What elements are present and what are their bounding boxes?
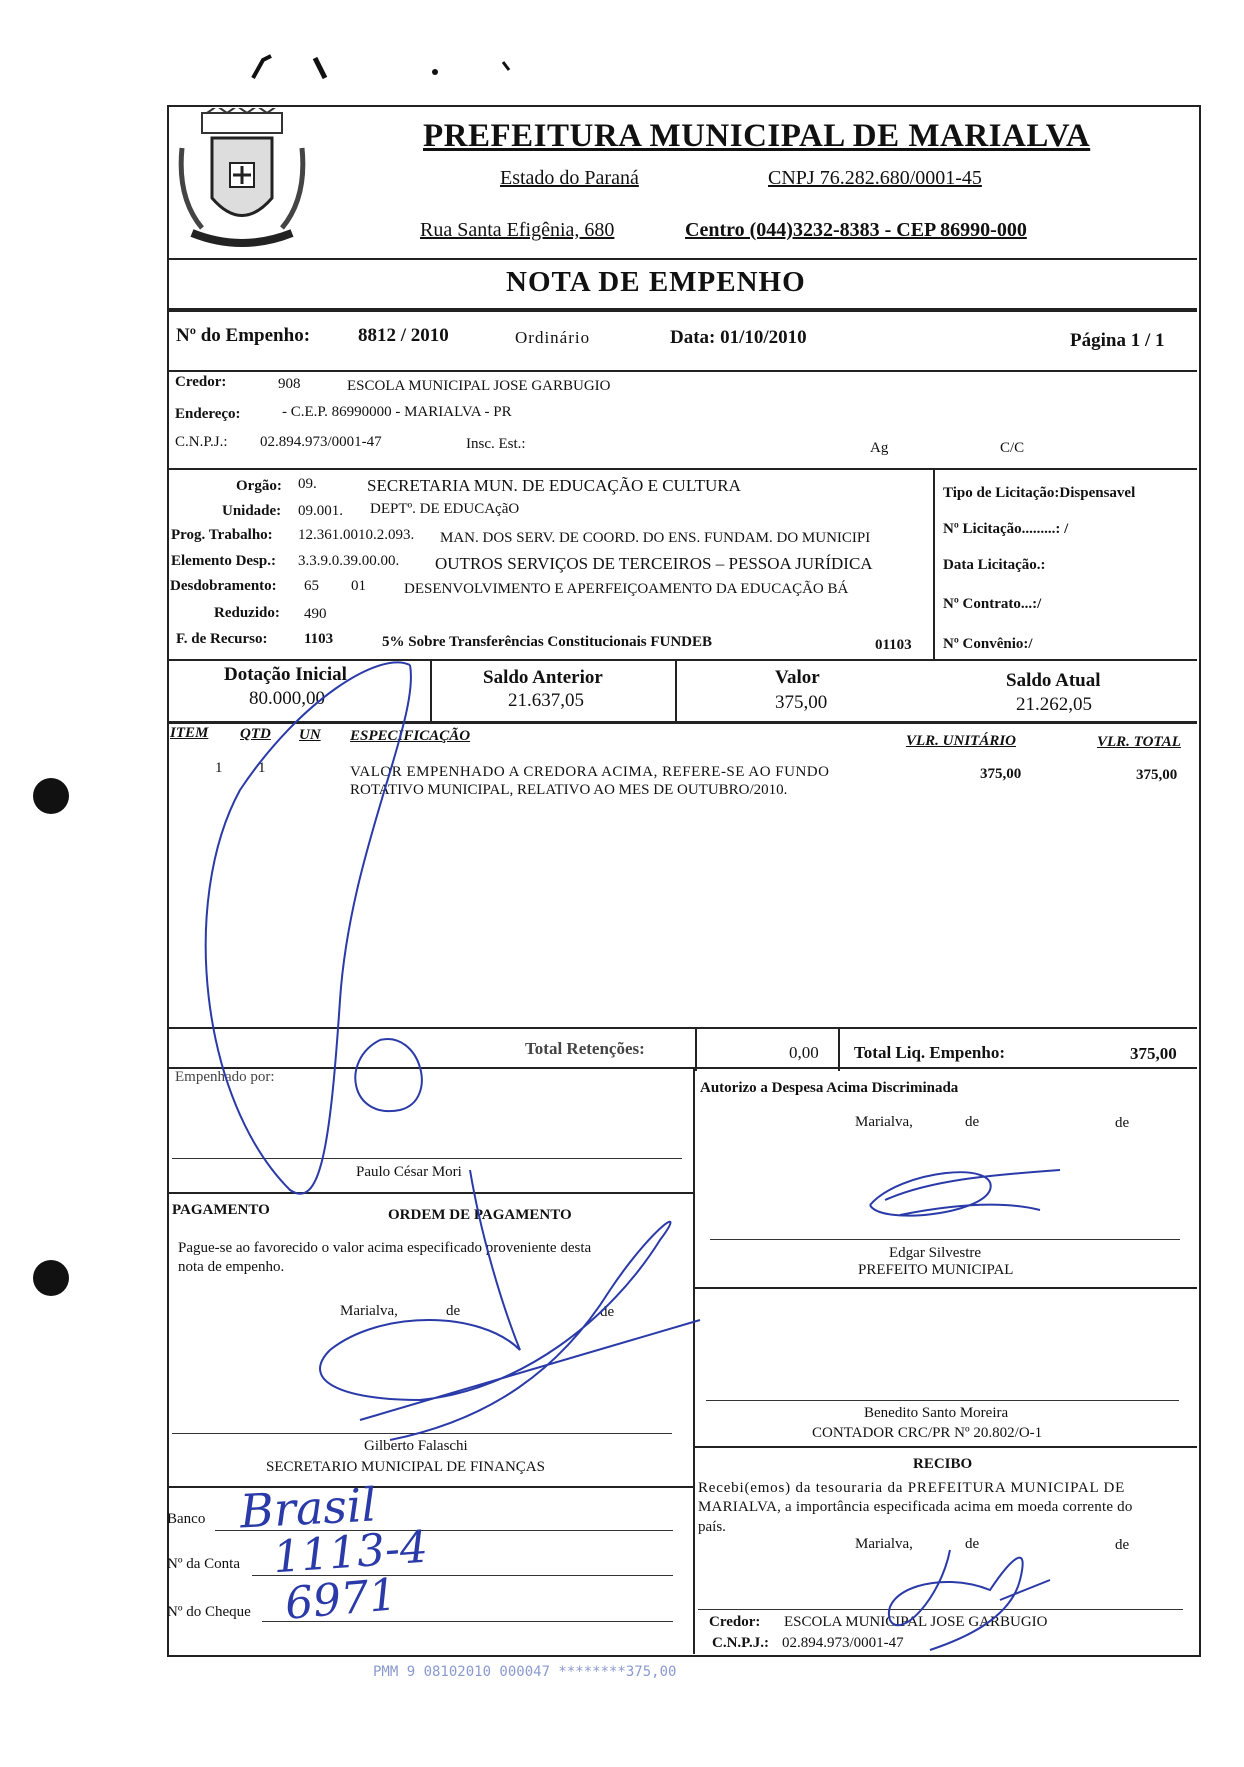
divider	[167, 1192, 693, 1194]
valor-label: Valor	[775, 667, 820, 688]
divider	[167, 308, 1197, 312]
recibo-cnpj-label: C.N.P.J.:	[712, 1635, 769, 1651]
header-cnpj: CNPJ 76.282.680/0001-45	[768, 167, 982, 189]
cnpj-label: C.N.P.J.:	[175, 434, 228, 450]
cheque-value: 6971	[282, 1569, 399, 1630]
divider	[693, 1446, 1197, 1448]
recurso-value: 1103	[304, 631, 334, 647]
saldo-anterior-label: Saldo Anterior	[483, 667, 603, 688]
item-unit-value: 375,00	[980, 766, 1022, 782]
dotacao-inicial-value: 80.000,00	[249, 688, 325, 709]
secretario-name: Gilberto Falaschi	[364, 1438, 468, 1454]
recibo-place: Marialva,	[855, 1536, 913, 1552]
licitacao-data: Data Licitação.:	[943, 557, 1046, 573]
licitacao-numero: Nº Licitação.........: /	[943, 521, 1069, 537]
cnpj-value: 02.894.973/0001-47	[260, 434, 382, 450]
col-vlr-unitario: VLR. UNITÁRIO	[906, 733, 1017, 749]
col-vlr-total: VLR. TOTAL	[1097, 734, 1181, 750]
desdob-desc: DESENVOLVIMENTO E APERFEIÇOAMENTO DA EDUCAÇÃO BÁ	[404, 581, 849, 597]
cc-label: C/C	[1000, 440, 1025, 456]
total-liquido-label: Total Liq. Empenho:	[854, 1043, 1005, 1062]
divider	[430, 659, 432, 721]
divider	[167, 468, 1197, 470]
prefeito-name: Edgar Silvestre	[889, 1245, 982, 1261]
total-liquido-value: 375,00	[1130, 1044, 1177, 1063]
banco-value: Brasil	[238, 1477, 378, 1539]
col-especificacao: ESPECIFICAÇÃO	[350, 728, 471, 744]
contador-role: CONTADOR CRC/PR Nº 20.802/O-1	[812, 1425, 1043, 1441]
empenho-page: Página 1 / 1	[1070, 330, 1165, 351]
pagamento-text-line1: Pague-se ao favorecido o valor acima especificado proveniente desta	[178, 1240, 592, 1256]
empenho-number: 8812 / 2010	[358, 325, 449, 346]
pagamento-de2: de	[600, 1304, 615, 1320]
signature-line	[706, 1400, 1179, 1401]
unidade-label: Unidade:	[222, 503, 282, 519]
unidade-desc: DEPTº. DE EDUCAçãO	[370, 501, 520, 517]
item-number: 1	[215, 760, 223, 776]
item-desc-line1: VALOR EMPENHADO A CREDORA ACIMA, REFERE-SE AO FUNDO	[350, 764, 830, 780]
orgao-label: Orgão:	[236, 478, 282, 494]
autorizo-de2: de	[1115, 1115, 1130, 1131]
total-retencoes-label: Total Retenções:	[525, 1039, 645, 1058]
unidade-value: 09.001.	[298, 503, 343, 519]
empenho-date: Data: 01/10/2010	[670, 327, 807, 348]
autorizo-label: Autorizo a Despesa Acima Discriminada	[700, 1080, 959, 1096]
divider	[167, 721, 1197, 724]
divider	[167, 1027, 1197, 1029]
top-scan-marks	[245, 50, 525, 90]
recibo-de1: de	[965, 1536, 980, 1552]
empenhado-label: Empenhado por:	[175, 1069, 275, 1085]
orgao-value: 09.	[298, 476, 317, 492]
conta-label: Nº da Conta	[167, 1556, 240, 1572]
empenho-type: Ordinário	[515, 328, 591, 347]
coat-of-arms-logo	[172, 108, 312, 258]
recibo-credor-label: Credor:	[709, 1614, 761, 1630]
recibo-text-line2: MARIALVA, a importância especificada acima em moeda corrente do	[698, 1499, 1133, 1515]
credor-name: ESCOLA MUNICIPAL JOSE GARBUGIO	[347, 378, 611, 394]
reduzido-label: Reduzido:	[214, 605, 280, 621]
prog-value: 12.361.0010.2.093.	[298, 527, 415, 543]
col-un: UN	[299, 727, 321, 743]
licitacao-contrato: Nº Contrato...:/	[943, 596, 1042, 612]
autorizo-place: Marialva,	[855, 1114, 913, 1130]
pagamento-label: PAGAMENTO	[172, 1202, 270, 1218]
signature-line	[698, 1609, 1183, 1610]
col-item: ITEM	[170, 725, 209, 741]
pagamento-de1: de	[446, 1303, 461, 1319]
endereco-label: Endereço:	[175, 406, 241, 422]
contador-name: Benedito Santo Moreira	[864, 1405, 1009, 1421]
pagamento-text-line2: nota de empenho.	[178, 1259, 285, 1275]
reduzido-value: 490	[304, 606, 327, 622]
divider	[167, 1067, 1197, 1069]
desdob-value-2: 01	[351, 578, 366, 594]
autorizo-de1: de	[965, 1114, 980, 1130]
licitacao-convenio: Nº Convênio:/	[943, 636, 1033, 652]
credor-code: 908	[278, 376, 301, 392]
recibo-credor-value: ESCOLA MUNICIPAL JOSE GARBUGIO	[784, 1614, 1048, 1630]
banco-label: Banco	[167, 1511, 206, 1527]
insc-est-label: Insc. Est.:	[466, 436, 526, 452]
ag-label: Ag	[870, 440, 889, 456]
divider	[693, 1287, 1197, 1289]
total-retencoes-value: 0,00	[789, 1043, 819, 1062]
recurso-desc: 5% Sobre Transferências Constitucionais FUNDEB	[382, 634, 713, 650]
recurso-code: 01103	[875, 637, 912, 653]
desdob-value: 65	[304, 578, 319, 594]
col-qtd: QTD	[240, 726, 271, 742]
signature-line	[172, 1433, 672, 1434]
recibo-label: RECIBO	[913, 1456, 973, 1472]
desdob-label: Desdobramento:	[170, 578, 277, 594]
header-title: PREFEITURA MUNICIPAL DE MARIALVA	[423, 118, 1091, 154]
saldo-anterior-value: 21.637,05	[508, 690, 584, 711]
pagamento-place: Marialva,	[340, 1303, 398, 1319]
divider	[695, 1027, 697, 1071]
prog-label: Prog. Trabalho:	[171, 527, 273, 543]
item-total-value: 375,00	[1136, 767, 1178, 783]
header-address: Rua Santa Efigênia, 680	[420, 219, 615, 241]
divider	[167, 370, 1197, 372]
elemento-desc: OUTROS SERVIÇOS DE TERCEIROS – PESSOA JURÍDICA	[435, 554, 873, 573]
conta-value: 1113-4	[271, 1521, 430, 1584]
divider	[693, 1067, 695, 1654]
ordem-pagamento-label: ORDEM DE PAGAMENTO	[388, 1207, 572, 1223]
header-state: Estado do Paraná	[500, 167, 639, 189]
item-desc-line2: ROTATIVO MUNICIPAL, RELATIVO AO MES DE OUTUBRO/2010.	[350, 782, 788, 798]
divider	[167, 659, 1197, 661]
signature-line	[172, 1158, 682, 1159]
empenho-number-label: Nº do Empenho:	[176, 325, 311, 346]
bank-stamp: PMM 9 08102010 000047 ********375,00	[373, 1664, 677, 1680]
recibo-cnpj-value: 02.894.973/0001-47	[782, 1635, 904, 1651]
item-qtd: 1	[258, 760, 266, 776]
divider	[675, 659, 677, 721]
divider	[933, 468, 935, 661]
recurso-label: F. de Recurso:	[176, 631, 268, 647]
elemento-value: 3.3.9.0.39.00.00.	[298, 553, 400, 569]
recibo-de2: de	[1115, 1537, 1130, 1553]
licitacao-tipo: Tipo de Licitação:Dispensavel	[943, 485, 1136, 501]
cheque-label: Nº do Cheque	[167, 1604, 251, 1620]
punch-hole-top	[33, 778, 69, 814]
secretario-role: SECRETARIO MUNICIPAL DE FINANÇAS	[266, 1459, 545, 1475]
recibo-text-line1: Recebi(emos) da tesouraria da PREFEITURA MUNICIPAL DE	[698, 1480, 1126, 1496]
elemento-label: Elemento Desp.:	[171, 553, 276, 569]
doc-title: NOTA DE EMPENHO	[506, 266, 806, 298]
divider	[838, 1027, 840, 1071]
valor-value: 375,00	[775, 692, 828, 713]
credor-label: Credor:	[175, 374, 227, 390]
divider	[167, 258, 1197, 260]
signature-line	[710, 1239, 1180, 1240]
saldo-atual-label: Saldo Atual	[1006, 670, 1101, 691]
orgao-desc: SECRETARIA MUN. DE EDUCAÇÃO E CULTURA	[367, 476, 741, 495]
header-contact: Centro (044)3232-8383 - CEP 86990-000	[685, 219, 1027, 241]
empenhado-name: Paulo César Mori	[356, 1164, 462, 1180]
prefeito-role: PREFEITO MUNICIPAL	[858, 1262, 1014, 1278]
punch-hole-bottom	[33, 1260, 69, 1296]
prog-desc: MAN. DOS SERV. DE COORD. DO ENS. FUNDAM. DO MUNICIPI	[440, 530, 871, 546]
recibo-text-line3: país.	[698, 1519, 726, 1535]
dotacao-inicial-label: Dotação Inicial	[224, 664, 347, 685]
saldo-atual-value: 21.262,05	[1016, 694, 1092, 715]
endereco-value: - C.E.P. 86990000 - MARIALVA - PR	[282, 404, 512, 420]
